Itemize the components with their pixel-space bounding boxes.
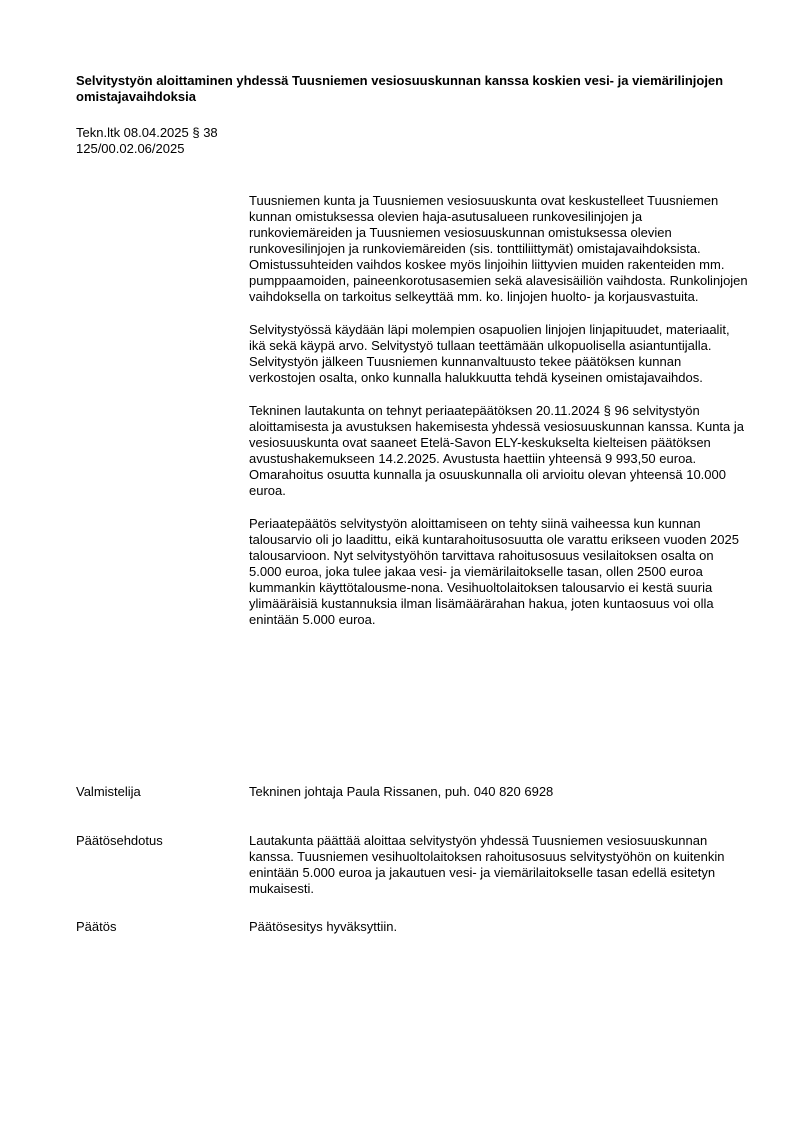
decision-proposal-label: Päätösehdotus (76, 833, 163, 848)
body-paragraph: Selvitystyössä käydään läpi molempien osapuolien linjojen linjapituudet, materiaalit, ikä sekä käypä arvo. Selvitystyö tullaan teettämään ulkopuolisella asiantuntijalla. Selvitystyön jälkeen Tuusniemen kunnanvaltuusto tekee päätöksen kunnan verkostojen osalta, onko kunnalla halukkuutta tehdä kyseinen omistajavaihdos. (249, 322, 730, 385)
record-number: 125/00.02.06/2025 (76, 141, 185, 156)
preparer-label: Valmistelija (76, 784, 141, 799)
decision-label: Päätös (76, 919, 117, 934)
body-paragraph: Tuusniemen kunta ja Tuusniemen vesiosuuskunta ovat keskustelleet Tuusniemen kunnan omistuksessa olevien haja-asutusalueen runkovesilinjojen ja runkoviemäreiden ja Tuusniemen vesiosuuskunnan omistuksessa olevien runkovesilinjojen ja runkoviemäreiden (sis. tonttiliittymät) omistajavaihdoksista. Omistussuhteiden vaihdos koskee myös linjoihin liittyvien muiden rakenteiden mm. pumppaamoiden, paineenkorotusasemien sekä alavesisäiliön vaihdosta. Runkolinjojen vaihdoksella on tarkoitus selkeyttää mm. ko. linjojen huolto- ja korjausvastuita. (249, 193, 748, 304)
meeting-reference: Tekn.ltk 08.04.2025 § 38 (76, 125, 218, 140)
body-paragraph: Tekninen lautakunta on tehnyt periaatepäätöksen 20.11.2024 § 96 selvitystyön aloittamisesta ja avustuksen hakemisesta yhdessä vesiosuuskunnan kanssa. Kunta ja vesiosuuskunta ovat saaneet Etelä-Savon ELY-keskukselta kielteisen päätöksen avustushakemukseen 14.2.2025. Avustusta haettiin yhteensä 9 993,50 euroa. Omarahoitus osuutta kunnalla ja osuuskunnalla oli arvioitu olevan yhteensä 10.000 euroa. (249, 403, 745, 498)
document-body (249, 193, 749, 645)
preparer-value: Tekninen johtaja Paula Rissanen, puh. 040 820 6928 (249, 784, 554, 799)
decision-value: Päätösesitys hyväksyttiin. (249, 919, 398, 934)
decision-proposal-value: Lautakunta päättää aloittaa selvitystyön yhdessä Tuusniemen vesiosuuskunnan kanssa. Tuusniemen vesihuoltolaitoksen rahoitusosuus selvitystyöhön on kuitenkin enintään 5.000 euroa ja jakautuen vesi- ja viemärilaitokselle tasan edellä esitetyn mukaisesti. (249, 833, 725, 896)
document-meta (76, 125, 218, 157)
document-title: Selvitystyön aloittaminen yhdessä Tuusniemen vesiosuuskunnan kanssa koskien vesi- ja viemärilinjojen omistajavaihdoksia (76, 73, 724, 104)
body-paragraph: Periaatepäätös selvitystyön aloittamiseen on tehty siinä vaiheessa kun kunnan talousarvio oli jo laadittu, eikä kuntarahoitusosuutta ole varattu erikseen vuoden 2025 talousarvioon. Nyt selvitystyöhön tarvittava rahoitusosuus vesilaitoksen osalta on 5.000 euroa, joka tulee jakaa vesi- ja viemärilaitokselle tasan, ollen 2500 euroa kummankin käyttötalousme-nona. Vesihuoltolaitoksen talousarvio ei kestä suuria ylimääräisiä kustannuksia ilman lisämäärärahan hakua, joten kuntaosuus voi olla enintään 5.000 euroa. (249, 516, 739, 627)
